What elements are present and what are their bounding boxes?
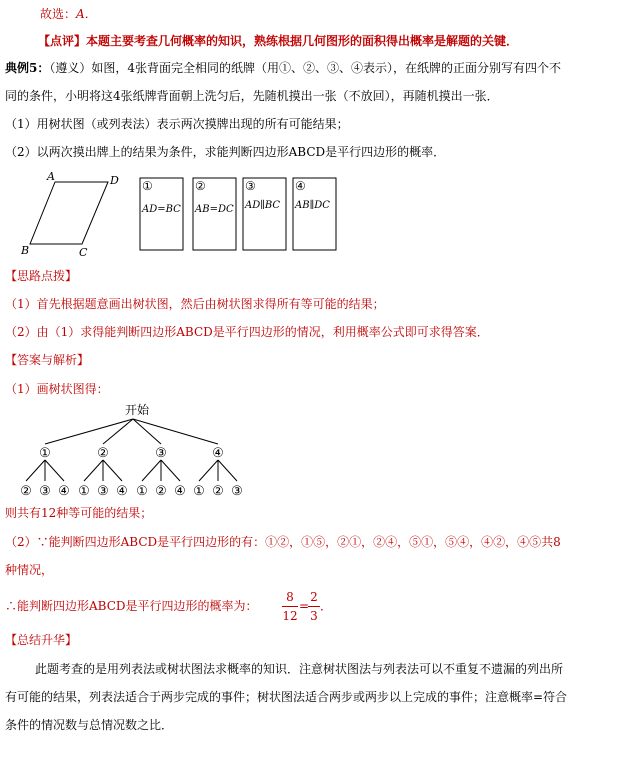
question-2: （2）以两次摸出牌上的结果为条件，求能判断四边形ABCD是平行四边形的概率． <box>5 145 446 159</box>
hint-1: （1）首先根据题意画出树状图，然后由树状图求得所有等可能的结果； <box>5 297 385 311</box>
tree-diagram <box>15 402 255 502</box>
fraction-2-numerator: 2 <box>310 590 318 604</box>
example-line-2: 同的条件，小明将这4张纸牌背面朝上洗匀后，先随机摸出一张（不放回），再随机摸出一张． <box>5 89 499 103</box>
answer-part-2-line-2: 种情况， <box>5 563 54 577</box>
tree-lines <box>26 419 237 481</box>
summary-line-2: 有可能的结果，列表法适合于两步完成的事件；树状图法适合两步或两步以上完成的事件；注意概率=符合 <box>5 690 568 704</box>
tree-edge-3-3 <box>161 460 180 481</box>
tree-node-second-4-3: ③ <box>231 484 243 499</box>
parallelogram-abcd <box>30 182 108 244</box>
problem-figure <box>10 168 350 260</box>
tree-node-first-4: ④ <box>212 446 224 461</box>
tree-node-second-3-3: ④ <box>174 484 186 499</box>
fraction-1-denominator: 12 <box>282 609 298 623</box>
tree-nodes <box>20 446 243 499</box>
equals-sign: = <box>299 599 310 613</box>
tree-node-second-1-3: ④ <box>58 484 70 499</box>
fraction-1-numerator: 8 <box>286 590 294 604</box>
comment-line: 【点评】本题主要考查几何概率的知识，熟练根据几何图形的面积得出概率是解题的关键． <box>38 34 519 48</box>
vertex-d: D <box>110 174 119 187</box>
tree-edge-1-3 <box>45 460 64 481</box>
tree-node-second-4-1: ① <box>193 484 205 499</box>
example-label: 典例5： <box>5 61 50 75</box>
tree-edge-4-1 <box>199 460 218 481</box>
example-text-1: （遵义）如图，4张背面完全相同的纸牌（用①、②、③、④表示），在纸牌的正面分别写有四个不 <box>49 61 561 75</box>
answer-heading: 【答案与解析】 <box>5 353 90 367</box>
vertex-c: C <box>79 246 88 259</box>
tree-node-first-3: ③ <box>155 446 167 461</box>
card-1-num: ① <box>142 179 153 193</box>
fraction-2-denominator: 3 <box>310 609 318 623</box>
card-1 <box>140 178 183 250</box>
summary-line-3: 条件的情况数与总情况数之比． <box>5 718 174 732</box>
card-3-cond: AD∥BC <box>245 200 281 211</box>
tree-root: 开始 <box>125 403 150 417</box>
answer-part-1: （1）画树状图得： <box>5 382 109 396</box>
card-1-cond: AD=BC <box>142 204 181 215</box>
summary-line-1: 此题考查的是用列表法或树状图法求概率的知识．注意树状图法与列表法可以不重复不遗漏的列出所 <box>35 662 564 676</box>
probability-period: ． <box>320 599 333 613</box>
tree-node-first-1: ① <box>39 446 51 461</box>
tree-edge-2-1 <box>84 460 103 481</box>
result-line: 则共有12种等可能的结果； <box>5 506 153 520</box>
fraction-1-bar <box>282 606 298 607</box>
card-2-num: ② <box>195 179 206 193</box>
tree-edge-root-4 <box>133 419 218 444</box>
tree-edge-1-1 <box>26 460 45 481</box>
tree-node-second-1-1: ② <box>20 484 32 499</box>
card-2-cond: AB=DC <box>195 204 234 215</box>
hint-2: （2）由（1）求得能判断四边形ABCD是平行四边形的情况，利用概率公式即可求得答案． <box>5 325 489 339</box>
tree-node-second-2-3: ④ <box>116 484 128 499</box>
tree-node-second-3-1: ① <box>136 484 148 499</box>
answer-choice: 故选： <box>40 7 77 21</box>
card-4 <box>293 178 336 250</box>
tree-node-second-4-2: ② <box>212 484 224 499</box>
card-4-cond: AB∥DC <box>295 200 330 211</box>
tree-node-first-2: ② <box>97 446 109 461</box>
card-2 <box>193 178 236 250</box>
tree-edge-2-3 <box>103 460 122 481</box>
tree-edge-3-1 <box>142 460 161 481</box>
probability-line: ∴能判断四边形ABCD是平行四边形的概率为： <box>5 599 258 613</box>
answer-part-2-line-1: （2）∵能判断四边形ABCD是平行四边形的有：①②，①⑤，②①，②④，⑤①，⑤④，④②，④⑤共8 <box>5 535 561 549</box>
tree-node-second-3-2: ② <box>155 484 167 499</box>
fraction-8-12 <box>282 589 298 624</box>
hint-heading: 【思路点拨】 <box>5 269 78 283</box>
card-3-num: ③ <box>245 179 256 193</box>
vertex-b: B <box>21 244 30 257</box>
tree-node-second-2-1: ① <box>78 484 90 499</box>
vertex-a: A <box>47 170 55 183</box>
answer-letter: A． <box>76 7 97 21</box>
answer-line <box>40 6 97 22</box>
fraction-2-3 <box>308 589 320 624</box>
example-line-1 <box>5 60 561 76</box>
card-4-num: ④ <box>295 179 306 193</box>
tree-node-second-2-2: ③ <box>97 484 109 499</box>
tree-edge-root-1 <box>45 419 133 444</box>
fraction-2-bar <box>308 606 320 607</box>
tree-node-second-1-2: ③ <box>39 484 51 499</box>
question-1: （1）用树状图（或列表法）表示两次摸牌出现的所有可能结果； <box>5 117 349 131</box>
summary-heading: 【总结升华】 <box>5 633 78 647</box>
tree-edge-4-3 <box>218 460 237 481</box>
card-3 <box>243 178 286 250</box>
